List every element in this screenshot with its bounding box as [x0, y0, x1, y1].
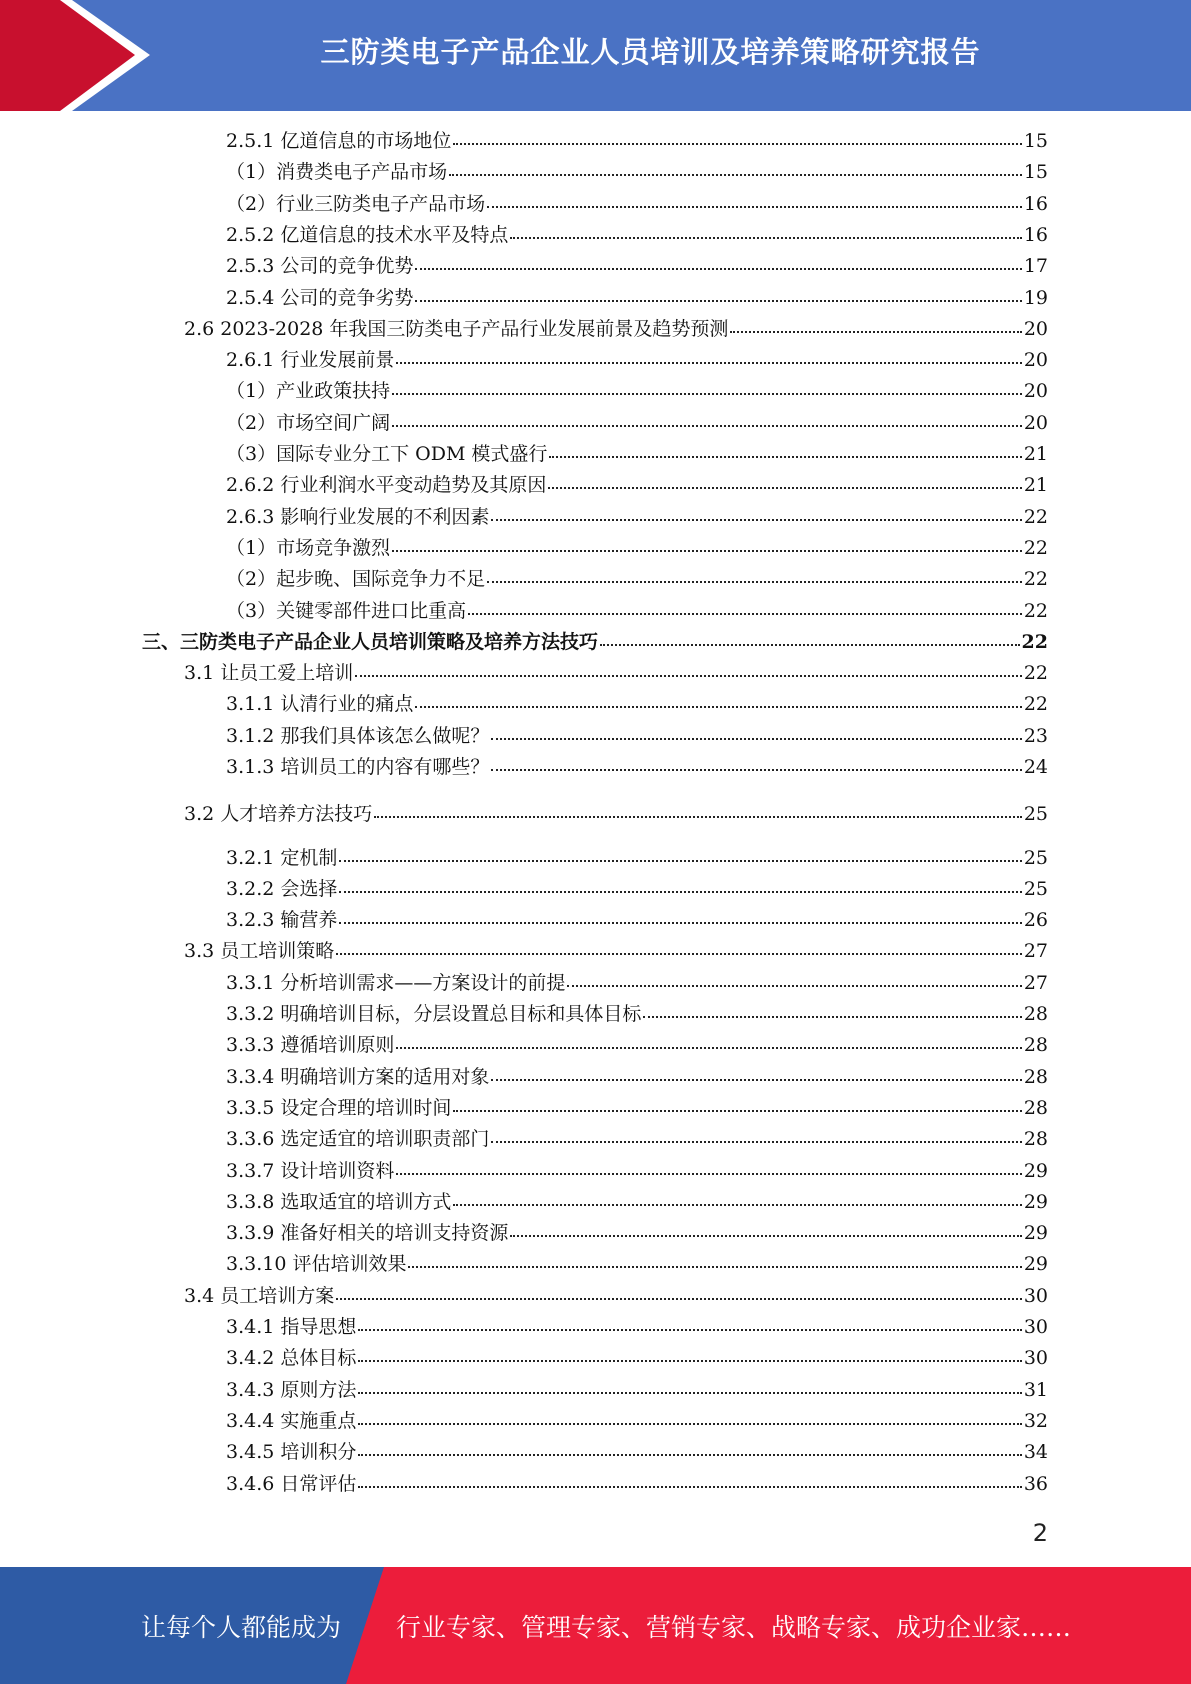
- toc-dot-leader: [491, 737, 1021, 740]
- toc-entry[interactable]: [226, 222, 1048, 250]
- toc-entry-page: 23: [1023, 725, 1048, 747]
- toc-entry-page: 20: [1023, 318, 1048, 340]
- toc-entry-page: 22: [1021, 631, 1048, 653]
- toc-dot-leader: [339, 859, 1021, 862]
- toc-entry-title: 3.1.2 那我们具体该怎么做呢？: [226, 725, 490, 747]
- toc-entry-page: 21: [1023, 474, 1048, 496]
- toc-entry-page: 28: [1023, 1003, 1048, 1025]
- toc-entry-page: 29: [1023, 1253, 1048, 1275]
- toc-dot-leader: [567, 984, 1021, 987]
- toc-dot-leader: [600, 643, 1020, 646]
- header-arrow-decoration: [0, 0, 150, 111]
- document-title: 三防类电子产品企业人员培训及培养策略研究报告: [320, 34, 981, 69]
- toc-entry-title: 3.3.7 设计培训资料: [226, 1160, 395, 1182]
- toc-entry-page: 17: [1023, 255, 1048, 277]
- toc-entry-title: 3.4.5 培训积分: [226, 1441, 357, 1463]
- toc-entry[interactable]: [226, 723, 1048, 751]
- toc-entry[interactable]: [226, 253, 1048, 281]
- toc-entry-page: 29: [1023, 1160, 1048, 1182]
- toc-entry-page: 20: [1023, 349, 1048, 371]
- toc-entry-page: 32: [1023, 1410, 1048, 1432]
- toc-dot-leader: [358, 1328, 1021, 1331]
- toc-dot-leader: [491, 518, 1021, 521]
- toc-dot-leader: [730, 330, 1021, 333]
- toc-entry-page: 27: [1023, 940, 1048, 962]
- toc-entry[interactable]: [184, 660, 1048, 688]
- toc-entry-title: 3.1.3 培训员工的内容有哪些？: [226, 756, 490, 778]
- toc-entry-title: （2）行业三防类电子产品市场: [226, 193, 486, 215]
- toc-entry-page: 24: [1023, 756, 1048, 778]
- toc-entry-page: 15: [1023, 130, 1048, 152]
- toc-entry[interactable]: [226, 1158, 1048, 1186]
- toc-dot-leader: [415, 267, 1021, 270]
- toc-entry-page: 29: [1023, 1222, 1048, 1244]
- toc-entry-page: 25: [1023, 878, 1048, 900]
- toc-dot-leader: [358, 1453, 1021, 1456]
- toc-entry-page: 22: [1023, 568, 1048, 590]
- toc-entry-page: 27: [1023, 972, 1048, 994]
- toc-entry-page: 28: [1023, 1128, 1048, 1150]
- toc-entry-page: 25: [1023, 847, 1048, 869]
- toc-dot-leader: [392, 549, 1022, 552]
- toc-dot-leader: [491, 1140, 1021, 1143]
- toc-entry[interactable]: [226, 285, 1048, 313]
- toc-entry-title: （1）市场竞争激烈: [226, 537, 391, 559]
- toc-entry-title: 3.3.4 明确培训方案的适用对象: [226, 1066, 490, 1088]
- toc-entry[interactable]: [142, 629, 1048, 657]
- toc-entry-page: 28: [1023, 1066, 1048, 1088]
- toc-entry-title: 3.3.9 准备好相关的培训支持资源: [226, 1222, 509, 1244]
- toc-entry-page: 20: [1023, 380, 1048, 402]
- toc-entry-page: 15: [1023, 161, 1048, 183]
- toc-entry-page: 28: [1023, 1034, 1048, 1056]
- toc-entry-title: 2.5.3 公司的竞争优势: [226, 255, 414, 277]
- toc-dot-leader: [453, 1109, 1021, 1112]
- toc-entry-page: 30: [1023, 1285, 1048, 1307]
- toc-entry[interactable]: [226, 907, 1048, 935]
- toc-entry[interactable]: [226, 159, 1048, 187]
- toc-entry-title: 2.5.4 公司的竞争劣势: [226, 287, 414, 309]
- toc-dot-leader: [336, 1297, 1022, 1300]
- toc-dot-leader: [396, 361, 1021, 364]
- toc-dot-leader: [396, 1046, 1021, 1049]
- toc-entry-page: 21: [1023, 443, 1048, 465]
- toc-entry[interactable]: [226, 970, 1048, 998]
- toc-dot-leader: [392, 424, 1022, 427]
- toc-entry-page: 26: [1023, 909, 1048, 931]
- toc-entry-title: 2.6.2 行业利润水平变动趋势及其原因: [226, 474, 547, 496]
- toc-dot-leader: [415, 299, 1021, 302]
- header-banner: [0, 0, 1191, 111]
- toc-dot-leader: [392, 392, 1022, 395]
- toc-entry[interactable]: [184, 801, 1048, 829]
- toc-entry-page: 28: [1023, 1097, 1048, 1119]
- toc-entry[interactable]: [226, 441, 1048, 469]
- toc-entry[interactable]: [184, 938, 1048, 966]
- toc-dot-leader: [355, 674, 1022, 677]
- toc-entry-title: 3.4.1 指导思想: [226, 1316, 357, 1338]
- toc-entry-page: 34: [1023, 1441, 1048, 1463]
- toc-entry-title: 3.3.6 选定适宜的培训职责部门: [226, 1128, 490, 1150]
- toc-entry-title: 3.2.3 输营养: [226, 909, 338, 931]
- toc-dot-leader: [453, 142, 1021, 145]
- toc-dot-leader: [339, 890, 1021, 893]
- toc-entry[interactable]: [226, 347, 1048, 375]
- toc-entry-title: 3.3.3 遵循培训原则: [226, 1034, 395, 1056]
- toc-entry[interactable]: [184, 1283, 1048, 1311]
- toc-entry-title: （2）起步晚、国际竞争力不足: [226, 568, 486, 590]
- toc-entry[interactable]: [226, 598, 1048, 626]
- toc-dot-leader: [643, 1015, 1021, 1018]
- toc-dot-leader: [408, 1265, 1021, 1268]
- toc-dot-leader: [396, 1172, 1021, 1175]
- toc-entry[interactable]: [226, 566, 1048, 594]
- toc-entry-title: 2.6.1 行业发展前景: [226, 349, 395, 371]
- toc-entry-page: 22: [1023, 537, 1048, 559]
- toc-entry-title: 3.4.3 原则方法: [226, 1379, 357, 1401]
- toc-entry[interactable]: [184, 316, 1048, 344]
- toc-entry-title: 2.5.2 亿道信息的技术水平及特点: [226, 224, 509, 246]
- toc-entry[interactable]: [226, 1001, 1048, 1029]
- toc-entry-title: 3.3 员工培训策略: [184, 940, 335, 962]
- toc-dot-leader: [510, 1234, 1021, 1237]
- toc-entry-page: 25: [1023, 803, 1048, 825]
- toc-entry[interactable]: [226, 754, 1048, 782]
- toc-entry-title: 3.1 让员工爱上培训: [184, 662, 354, 684]
- toc-entry[interactable]: [226, 472, 1048, 500]
- toc-entry-title: 3.3.8 选取适宜的培训方式: [226, 1191, 452, 1213]
- toc-entry-title: （1）产业政策扶持: [226, 380, 391, 402]
- toc-entry-page: 30: [1023, 1316, 1048, 1338]
- toc-entry-title: 2.6 2023-2028 年我国三防类电子产品行业发展前景及趋势预测: [184, 318, 729, 340]
- toc-entry-title: 3.2 人才培养方法技巧: [184, 803, 373, 825]
- toc-entry[interactable]: [226, 378, 1048, 406]
- toc-entry-title: 3.4 员工培训方案: [184, 1285, 335, 1307]
- toc-entry[interactable]: [226, 1408, 1048, 1436]
- toc-entry-title: 3.3.5 设定合理的培训时间: [226, 1097, 452, 1119]
- toc-dot-leader: [358, 1391, 1021, 1394]
- toc-entry[interactable]: [226, 1314, 1048, 1342]
- toc-entry[interactable]: [226, 1345, 1048, 1373]
- toc-dot-leader: [449, 173, 1022, 176]
- toc-entry-title: 3.3.1 分析培训需求——方案设计的前提: [226, 972, 566, 994]
- toc-entry[interactable]: [226, 1471, 1048, 1499]
- toc-entry-title: 3.1.1 认清行业的痛点: [226, 693, 414, 715]
- toc-entry-page: 22: [1023, 600, 1048, 622]
- toc-entry-page: 31: [1023, 1379, 1048, 1401]
- toc-dot-leader: [358, 1485, 1021, 1488]
- toc-entry-page: 29: [1023, 1191, 1048, 1213]
- toc-entry-page: 19: [1023, 287, 1048, 309]
- toc-entry[interactable]: [226, 191, 1048, 219]
- toc-entry[interactable]: [226, 1126, 1048, 1154]
- toc-dot-leader: [468, 612, 1022, 615]
- toc-entry[interactable]: [226, 128, 1048, 156]
- toc-entry-title: 3.4.6 日常评估: [226, 1473, 357, 1495]
- footer-banner: [0, 1567, 1191, 1684]
- page-number: 2: [1032, 1519, 1048, 1547]
- toc-entry-title: （1）消费类电子产品市场: [226, 161, 448, 183]
- toc-entry[interactable]: [226, 876, 1048, 904]
- toc-entry[interactable]: [226, 1064, 1048, 1092]
- toc-entry[interactable]: [226, 845, 1048, 873]
- toc-entry-title: 2.6.3 影响行业发展的不利因素: [226, 506, 490, 528]
- toc-entry-title: 3.2.2 会选择: [226, 878, 338, 900]
- toc-entry-page: 30: [1023, 1347, 1048, 1369]
- toc-entry-page: 22: [1023, 506, 1048, 528]
- toc-entry-title: 3.4.4 实施重点: [226, 1410, 357, 1432]
- toc-dot-leader: [415, 705, 1021, 708]
- toc-entry-title: （3）国际专业分工下 ODM 模式盛行: [226, 443, 548, 465]
- toc-entry-page: 20: [1023, 412, 1048, 434]
- toc-dot-leader: [510, 236, 1021, 239]
- toc-entry-page: 16: [1023, 193, 1048, 215]
- toc-entry-page: 16: [1023, 224, 1048, 246]
- toc-dot-leader: [339, 921, 1021, 924]
- toc-dot-leader: [487, 580, 1022, 583]
- toc-entry-title: （3）关键零部件进口比重高: [226, 600, 467, 622]
- toc-entry[interactable]: [226, 1032, 1048, 1060]
- toc-entry-title: 三、三防类电子产品企业人员培训策略及培养方法技巧: [142, 631, 599, 653]
- toc-entry-title: 3.3.10 评估培训效果: [226, 1253, 407, 1275]
- toc-dot-leader: [358, 1422, 1021, 1425]
- toc-entry[interactable]: [226, 535, 1048, 563]
- toc-dot-leader: [453, 1203, 1021, 1206]
- toc-dot-leader: [358, 1359, 1021, 1362]
- toc-dot-leader: [374, 815, 1022, 818]
- toc-dot-leader: [549, 455, 1021, 458]
- footer-slogan-right: 行业专家、管理专家、营销专家、战略专家、成功企业家……: [396, 1612, 1072, 1642]
- toc-entry-page: 36: [1023, 1473, 1048, 1495]
- toc-dot-leader: [491, 1078, 1021, 1081]
- toc-entry-title: 2.5.1 亿道信息的市场地位: [226, 130, 452, 152]
- toc-entry[interactable]: [226, 1095, 1048, 1123]
- toc-entry[interactable]: [226, 1439, 1048, 1467]
- toc-dot-leader: [336, 952, 1022, 955]
- toc-entry[interactable]: [226, 410, 1048, 438]
- toc-dot-leader: [491, 768, 1021, 771]
- toc-entry-page: 22: [1023, 662, 1048, 684]
- toc-entry[interactable]: [226, 691, 1048, 719]
- toc-entry[interactable]: [226, 1251, 1048, 1279]
- toc-entry-title: 3.3.2 明确培训目标，分层设置总目标和具体目标: [226, 1003, 642, 1025]
- toc-dot-leader: [548, 486, 1021, 489]
- toc-entry-title: （2）市场空间广阔: [226, 412, 391, 434]
- toc-entry[interactable]: [226, 1220, 1048, 1248]
- toc-entry-title: 3.2.1 定机制: [226, 847, 338, 869]
- toc-entry[interactable]: [226, 1189, 1048, 1217]
- toc-entry[interactable]: [226, 1377, 1048, 1405]
- toc-entry-page: 22: [1023, 693, 1048, 715]
- toc-dot-leader: [487, 205, 1022, 208]
- toc-entry[interactable]: [226, 504, 1048, 532]
- footer-slogan-left: 让每个人都能成为: [141, 1612, 342, 1642]
- toc-entry-title: 3.4.2 总体目标: [226, 1347, 357, 1369]
